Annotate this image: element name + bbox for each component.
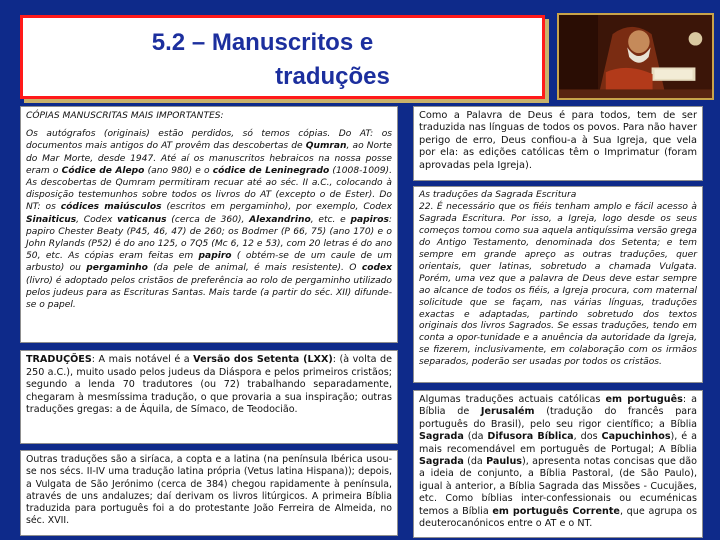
portuguese-translations-text: Algumas traduções actuais católicas em português: a Bíblia de Jerusalém (tradução do francês para português do Brasil), pelo seu rigor científico; a Bíblia Sagrada (da Difusora Bíblica, dos Capuchinhos), é a mais recomendável em português de Portugal; A Bíblia Sagrada (da Paulus), apresenta notas concisas que dão a ideia de conjunto, a Bíblia Pastoral, (de São Paulo), igual à anterior, a Bíblia Sagrada das Missões - Cucujães, etc. Como bíblias inter-confessionais ou ecuménicas temos a Bíblia em português Corrente, que agrupa os deuterocanónicos entre o AT e o NT. bbox=[419, 394, 698, 530]
slide-title-line1: 5.2 – Manuscritos e bbox=[151, 29, 374, 56]
slide-title-line2: traduções bbox=[275, 63, 390, 90]
dei-verbum-quote-text: As traduções da Sagrada Escritura 22. É necessário que os fiéis tenham amplo e fácil acesso à Sagrada Escritura. Por isso, a Igreja, logo desde os seus começos tomou como sua aquela antiquíssima versão grega do Antigo Testamento, denominada dos Setenta; e tem sempre em grande apreço as outras traduções, quer orientais, quer latinas, sobretudo a chamada Vulgata. Porém, uma vez que a palavra de Deus deve estar sempre ao alcance de todos os fiéis, a Igreja procura, com maternal solicitude que se façam, nas várias línguas, traduções exactas e adaptadas, partindo sobretudo dos textos originais dos livros Sagrados. Se essas traduções, tendo em conta a opor-tunidade e a anuência da autoridade da Igreja, se fizerem, inclusivamente, em colaboração com os irmãos separados, poderão ser usadas por todos os cristãos. bbox=[419, 190, 697, 368]
other-translations-box bbox=[20, 450, 398, 536]
translations-box bbox=[20, 350, 398, 444]
manuscript-copies-box bbox=[20, 106, 398, 343]
portuguese-translations-box bbox=[413, 390, 703, 538]
other-translations-text: Outras traduções são a siríaca, a copta e a latina (na península Ibérica usou-se nos sécs. II-IV uma tradução latina própria (Vetus latina Hispana)); depois, a Vulgata de São Jerónimo (cerca de 384) chegou rapidamente à península, através de uns andaluzes; daí derivam os livros litúrgicos. A primeira Bíblia traduzida para português foi a do protestante João Ferreira de Almeida, no séc. XVII. bbox=[26, 454, 392, 527]
dei-verbum-quote-box bbox=[413, 186, 703, 383]
painting-illustration bbox=[559, 15, 712, 98]
word-of-god-box bbox=[413, 106, 703, 181]
saint-jerome-painting bbox=[557, 13, 714, 100]
title-box bbox=[20, 15, 545, 99]
word-of-god-text: Como a Palavra de Deus é para todos, tem de ser traduzida nas línguas de todos os povos. Para não haver perigo de erro, Deus confiou-a à Sua Igreja, que vela por ela: as edições católicas têm o Imprimatur (foram aprovadas pela Igreja). bbox=[419, 110, 697, 171]
manuscript-copies-text: Os autógrafos (originais) estão perdidos, só temos cópias. Do AT: os documentos mais antigos do AT provêm das descobertas de Qumran, ao Norte do Mar Morte, desde 1947. Até aí os manuscritos hebraicos na nossa posse eram o Códice de Alepo (ano 980) e o códice de Leninegrado (1008-1009). As descobertas de Qumram permitiram recuar até ao séc. II a.C., colocando à disposição testemunhos sobre todos os livros do AT (excepto o de Ester). Do NT: os códices maiúsculos (escritos em pergaminho), por exemplo, Codex Sinaiticus, Codex vaticanus (cerca de 360), Alexandrino, etc. e papiros: papiro Chester Beaty (P45, 46, 47) de 260; os Bodmer (P 66, 75) (ano 170) e o John Rylands (P52) é do ano 125, o 7Q5 (Mc 6, 12 e 53), com 20 letras é do ano 50, etc. As cópias eram feitas em papiro ( obtém-se de um caule de um arbusto) ou pergaminho (da pele de animal, é mais resistente). O codex (livro) é adoptado pelos cristãos de preferência ao rolo de pergaminho utilizado pelos judeus para as Escrituras Santas. Mais tarde (a partir do séc. XII) difunde-se o papel. bbox=[26, 129, 393, 311]
manuscript-copies-heading: CÓPIAS MANUSCRITAS MAIS IMPORTANTES: bbox=[26, 111, 224, 121]
translations-text: TRADUÇÕES: A mais notável é a Versão dos Setenta (LXX): (à volta de 250 a.C.), muito usado pelos judeus da Diáspora e pelos primeiros cristãos; segundo a lenda 70 tradutores (ou 72) trabalhando separadamente, chegaram à mesmíssima tradução, o que provaria a sua inspiração; outras traduções gregas: a de Áquila, de Símaco, de Teodocião. bbox=[26, 354, 392, 416]
